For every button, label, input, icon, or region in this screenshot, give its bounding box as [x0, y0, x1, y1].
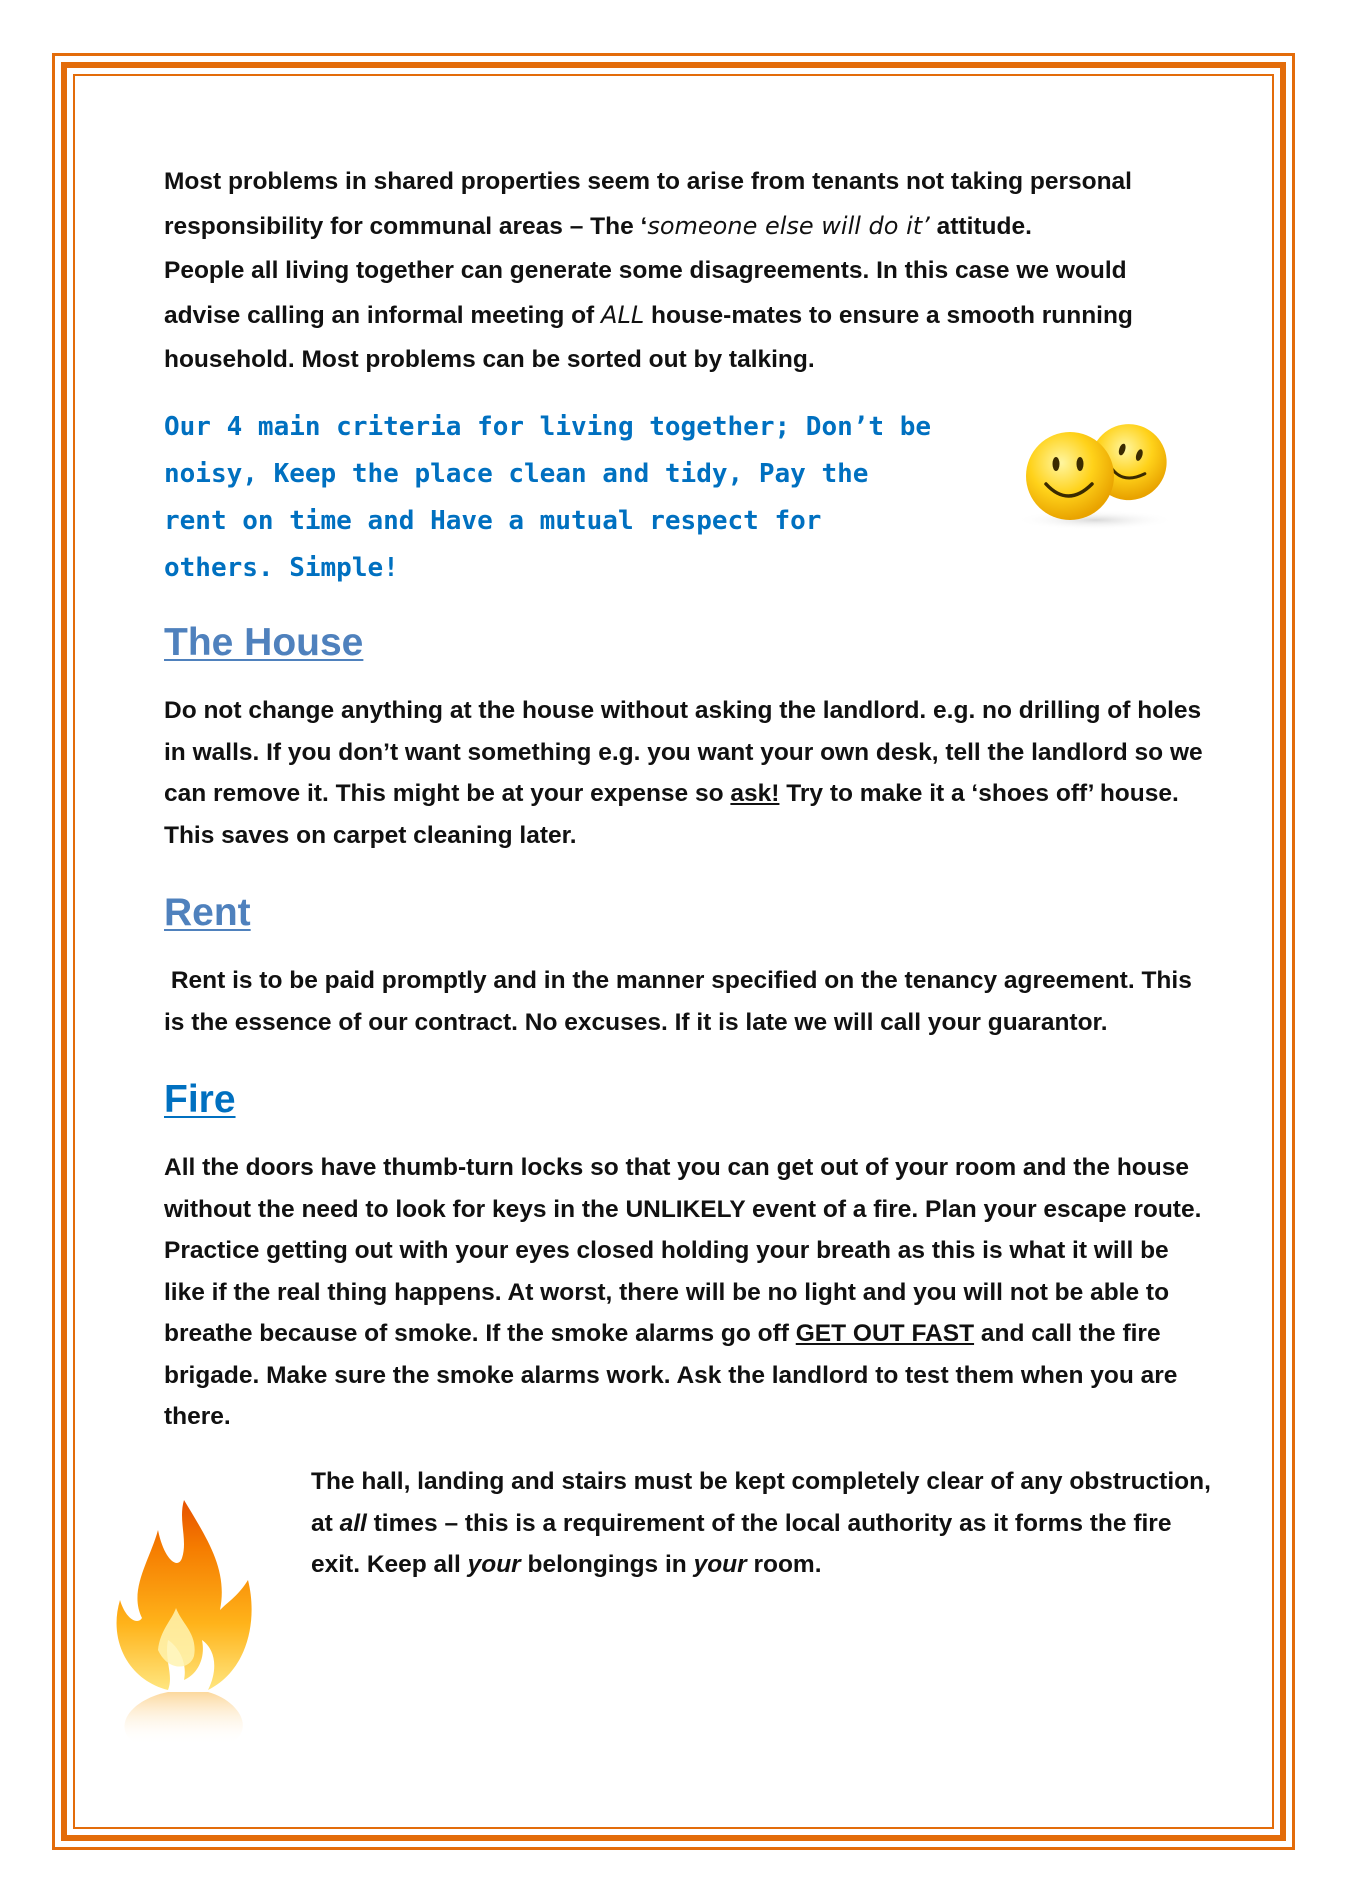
intro-paragraph-1 — [164, 160, 1204, 249]
intro-text: attitude. — [929, 213, 1032, 240]
fire-flame-icon — [98, 1500, 273, 1750]
heading-the-house: The House — [164, 621, 364, 664]
house-paragraph — [164, 690, 1204, 856]
get-out-fast-emphasis: GET OUT FAST — [795, 1320, 975, 1347]
fire-note-text: belongings in — [520, 1551, 694, 1578]
rent-text: Rent is to be paid promptly and in the manner specified on the tenancy agreement. This is the essence of our contract. No excuses. If it is late we will call your guarantor. — [164, 967, 1192, 1036]
rent-paragraph — [164, 960, 1204, 1043]
fire-note-text: room. — [746, 1551, 822, 1578]
fire-note-emphasis: your — [693, 1551, 747, 1578]
fire-note-text: times – this is a requirement of the local authority as it forms the fire exit. Keep all — [311, 1509, 1172, 1578]
house-text: Try to make it a ‘shoes off’ house. This saves on carpet cleaning later. — [164, 780, 1179, 849]
intro-emphasis-all: ALL — [601, 301, 645, 329]
document-content — [164, 160, 1204, 1438]
living-criteria: Our 4 main criteria for living together; Don’t be noisy, Keep the place clean and tidy, Pay the rent on time and Have a mutual respect for others. Simple! — [164, 412, 932, 583]
intro-text: house-mates to ensure a smooth running household. Most problems can be sorted out by talking. — [164, 302, 1133, 373]
fire-note-emphasis: your — [467, 1551, 521, 1578]
heading-fire: Fire — [164, 1078, 236, 1121]
fire-text: All the doors have thumb-turn locks so that you can get out of your room and the house without the need to look for keys in the UNLIKELY event of a fire. Plan your escape route. Practice getting out with your eyes closed holding your breath as this is what it will be like if the real thing happens. At worst, there will be no light and you will not be able to breathe because of smoke. If the smoke alarms go off — [164, 1154, 1202, 1347]
fire-exit-note — [311, 1461, 1211, 1586]
intro-text: People all living together can generate some disagreements. In this case we would advise calling an informal meeting of — [164, 257, 1127, 329]
smiley-faces-icon — [1000, 412, 1190, 532]
fire-note-emphasis: all — [339, 1509, 367, 1537]
intro-quote: someone else will do it’ — [647, 212, 930, 240]
fire-paragraph — [164, 1147, 1204, 1438]
ask-emphasis: ask! — [730, 780, 780, 807]
house-text: Do not change anything at the house without asking the landlord. e.g. no drilling of holes in walls. If you don’t want something e.g. you want your own desk, tell the landlord so we can remove it. This might be at your expense so — [164, 697, 1203, 807]
intro-paragraph-2 — [164, 249, 1204, 382]
intro-text: Most problems in shared properties seem to arise from tenants not taking personal responsibility for communal areas – The ‘ — [164, 168, 1132, 240]
fire-text: and call the fire brigade. Make sure the smoke alarms work. Ask the landlord to test them when you are there. — [164, 1320, 1178, 1430]
heading-rent: Rent — [164, 891, 251, 934]
fire-note-text: The hall, landing and stairs must be kept completely clear of any obstruction, at — [311, 1468, 1211, 1537]
